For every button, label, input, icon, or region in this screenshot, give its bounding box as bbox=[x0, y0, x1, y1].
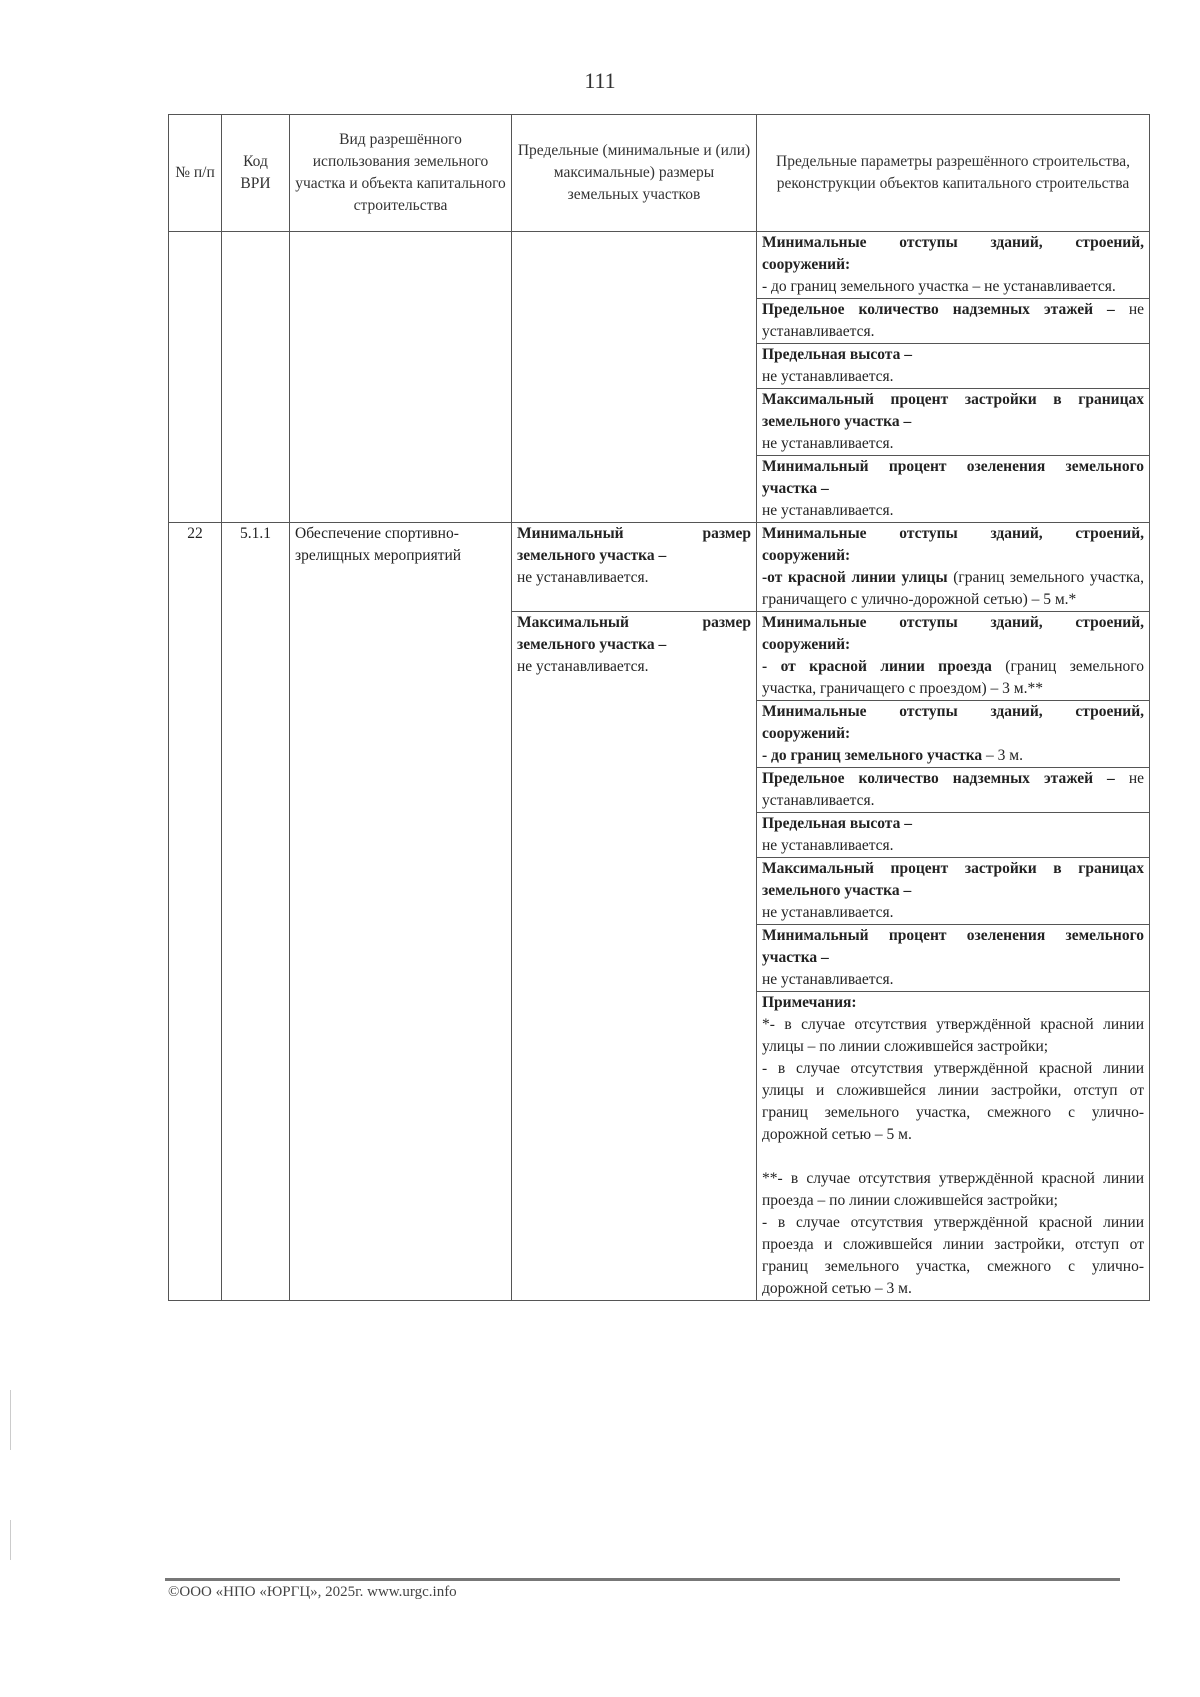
header-plot-sizes: Предельные (минимальные и (или) максимальные) размеры земельных участков bbox=[512, 115, 757, 232]
param-setbacks-driveway-value: (границ земельного участка, граничащего с проездом) – 3 м.** bbox=[762, 658, 1144, 697]
param-setbacks-value: - до границ земельного участка – не устанавливается. bbox=[762, 278, 1116, 295]
param-floors bbox=[757, 768, 1150, 813]
param-setbacks-boundary bbox=[757, 701, 1150, 768]
cell-empty-num bbox=[169, 232, 222, 523]
param-min-greenery-value: не устанавливается. bbox=[762, 502, 894, 519]
note-item: **- в случае отсутствия утверждённой красной линии проезда – по линии сложившейся застройки; bbox=[762, 1170, 1144, 1209]
param-setbacks-boundary-title: Минимальные отступы зданий, строений, сооружений: bbox=[762, 703, 1144, 742]
param-min-greenery-title: Минимальный процент озеленения земельного участка – bbox=[762, 927, 1144, 966]
notes-title: Примечания: bbox=[762, 994, 857, 1011]
page-number: 111 bbox=[584, 68, 616, 93]
param-height bbox=[757, 344, 1150, 389]
table-header-row bbox=[169, 115, 1150, 232]
param-height-value: не устанавливается. bbox=[762, 837, 894, 854]
max-plot-size-value: не устанавливается. bbox=[517, 658, 649, 675]
header-number: № п/п bbox=[169, 115, 222, 232]
param-setbacks-street bbox=[757, 523, 1150, 612]
scan-artifact bbox=[10, 1520, 11, 1560]
footer-copyright: ©ООО «НПО «ЮРГЦ», 2025г. www.urgc.info bbox=[168, 1584, 457, 1600]
notes-cell bbox=[757, 992, 1150, 1301]
param-floors-value: не устанавливается. bbox=[762, 770, 1144, 809]
header-build-params: Предельные параметры разрешённого строительства, реконструкции объектов капитального строительства bbox=[757, 115, 1150, 232]
note-item: - в случае отсутствия утверждённой красной линии проезда и сложившейся линии застройки, отступ от границ земельного участка, смежного с улично-дорожной сетью – 3 м. bbox=[762, 1214, 1144, 1297]
param-setbacks bbox=[757, 232, 1150, 299]
max-plot-size-title: Максимальный размер земельного участка – bbox=[517, 614, 751, 653]
param-setbacks-driveway-subtitle: - от красной линии проезда bbox=[762, 658, 992, 675]
row-use-type: Обеспечение спортивно-зрелищных мероприятий bbox=[290, 523, 512, 1301]
table-row-continued bbox=[169, 232, 1150, 299]
param-floors-value: не устанавливается. bbox=[762, 301, 1144, 340]
param-max-coverage-title: Максимальный процент застройки в границах земельного участка – bbox=[762, 391, 1144, 430]
param-floors-title: Предельное количество надземных этажей – bbox=[762, 770, 1115, 787]
cell-empty-use bbox=[290, 232, 512, 523]
max-plot-size bbox=[512, 612, 757, 1301]
header-code: Код ВРИ bbox=[222, 115, 290, 232]
param-max-coverage bbox=[757, 389, 1150, 456]
cell-empty-sizes bbox=[512, 232, 757, 523]
param-height-title: Предельная высота – bbox=[762, 815, 912, 832]
param-max-coverage bbox=[757, 858, 1150, 925]
regulations-table bbox=[168, 114, 1150, 1301]
param-min-greenery-value: не устанавливается. bbox=[762, 971, 894, 988]
param-setbacks-street-value: (границ земельного участка, граничащего с улично-дорожной сетью) – 5 м.* bbox=[762, 569, 1144, 608]
param-setbacks-driveway bbox=[757, 612, 1150, 701]
param-min-greenery bbox=[757, 925, 1150, 992]
param-setbacks-title: Минимальные отступы зданий, строений, сооружений: bbox=[762, 234, 1144, 273]
param-setbacks-driveway-title: Минимальные отступы зданий, строений, сооружений: bbox=[762, 614, 1144, 653]
param-max-coverage-value: не устанавливается. bbox=[762, 435, 894, 452]
param-min-greenery bbox=[757, 456, 1150, 523]
min-plot-size-title: Минимальный размер земельного участка – bbox=[517, 525, 751, 564]
min-plot-size bbox=[512, 523, 757, 612]
row-code: 5.1.1 bbox=[222, 523, 290, 1301]
cell-empty-code bbox=[222, 232, 290, 523]
param-setbacks-street-subtitle: -от красной линии улицы bbox=[762, 569, 948, 586]
header-use-type: Вид разрешённого использования земельного участка и объекта капитального строительства bbox=[290, 115, 512, 232]
param-floors-title: Предельное количество надземных этажей – bbox=[762, 301, 1115, 318]
footer-divider bbox=[165, 1578, 1120, 1581]
param-height-value: не устанавливается. bbox=[762, 368, 894, 385]
table-row-22 bbox=[169, 523, 1150, 612]
row-number: 22 bbox=[169, 523, 222, 1301]
param-setbacks-boundary-value: – 3 м. bbox=[982, 747, 1023, 764]
param-floors bbox=[757, 299, 1150, 344]
scan-artifact bbox=[10, 1390, 11, 1450]
param-setbacks-street-title: Минимальные отступы зданий, строений, сооружений: bbox=[762, 525, 1144, 564]
param-min-greenery-title: Минимальный процент озеленения земельного участка – bbox=[762, 458, 1144, 497]
param-setbacks-boundary-subtitle: - до границ земельного участка bbox=[762, 747, 983, 764]
param-height bbox=[757, 813, 1150, 858]
param-max-coverage-title: Максимальный процент застройки в границах земельного участка – bbox=[762, 860, 1144, 899]
note-item: - в случае отсутствия утверждённой красной линии улицы и сложившейся линии застройки, отступ от границ земельного участка, смежного с улично-дорожной сетью – 5 м. bbox=[762, 1060, 1144, 1143]
param-height-title: Предельная высота – bbox=[762, 346, 912, 363]
param-max-coverage-value: не устанавливается. bbox=[762, 904, 894, 921]
note-item: *- в случае отсутствия утверждённой красной линии улицы – по линии сложившейся застройки; bbox=[762, 1016, 1144, 1055]
min-plot-size-value: не устанавливается. bbox=[517, 569, 649, 586]
